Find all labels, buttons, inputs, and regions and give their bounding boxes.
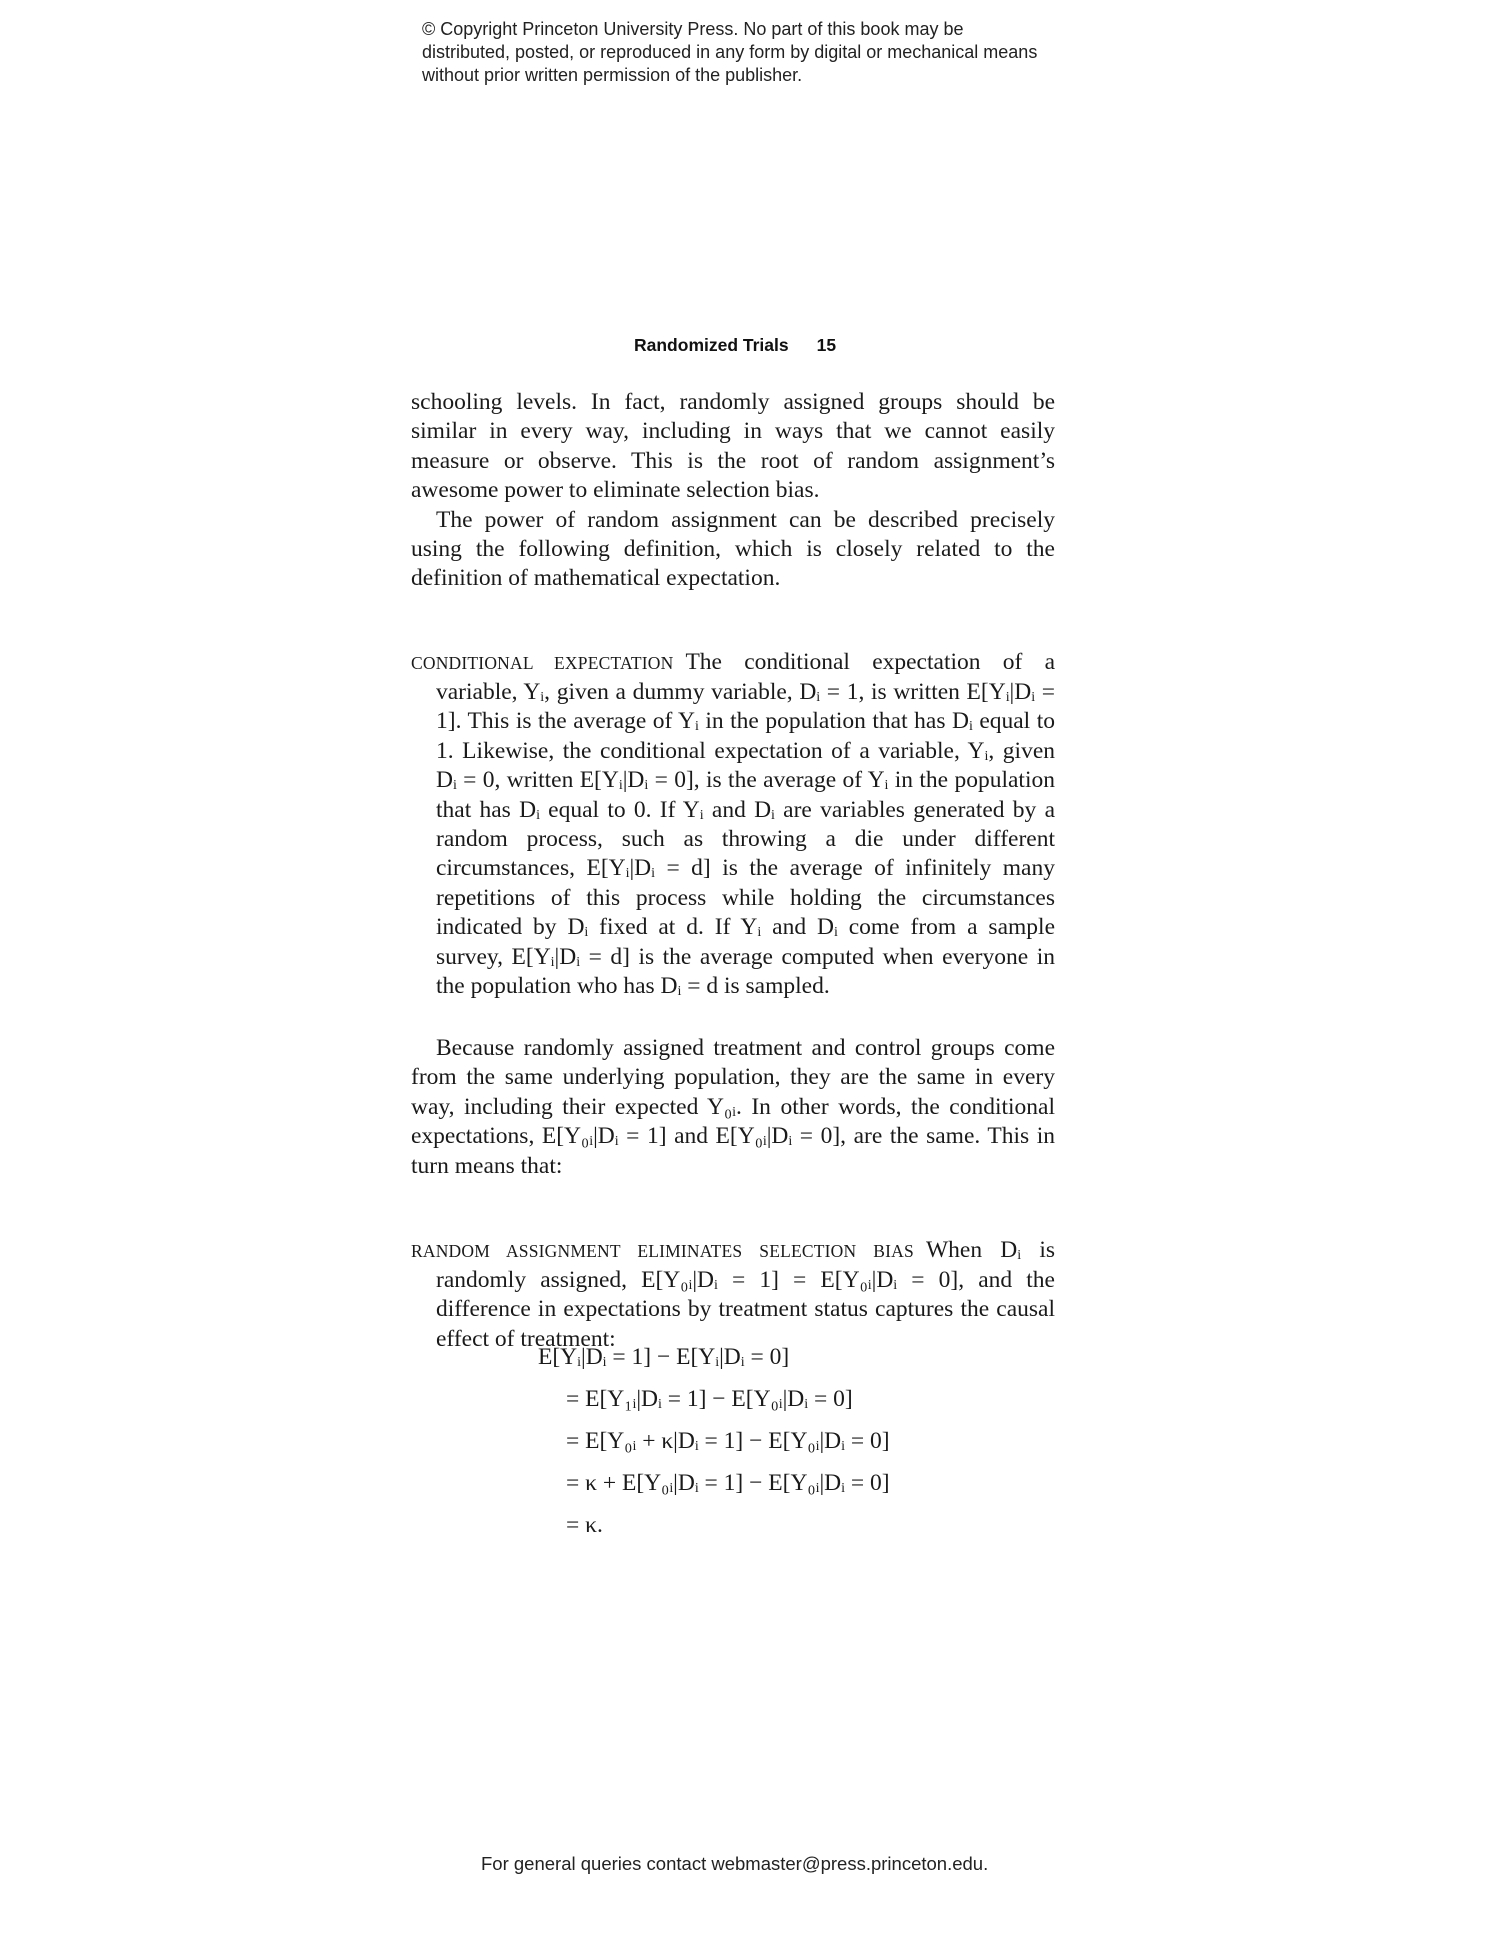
equation-line: E[Yᵢ|Dᵢ = 1] − E[Yᵢ|Dᵢ = 0] — [538, 1344, 790, 1370]
definition-text: When Dᵢ is randomly assigned, E[Y₀ᵢ|Dᵢ = 1] = E[Y₀ᵢ|Dᵢ = 0], and the difference in expectations by treatment status captures the causal effect of treatment: — [436, 1236, 1055, 1352]
paragraph-text: schooling levels. In fact, randomly assigned groups should be similar in every way, including in ways that we cannot easily measure or observe. This is the root of random assignment’s awesome power to eliminate selection bias. — [411, 389, 1055, 504]
definition-conditional-expectation — [411, 624, 1055, 1025]
paragraph-text: The power of random assignment can be described precisely using the following definition, which is closely related to the definition of mathematical expectation. — [411, 506, 1055, 592]
equation-line: = κ + E[Y₀ᵢ|Dᵢ = 1] − E[Y₀ᵢ|Dᵢ = 0] — [566, 1470, 890, 1496]
chapter-title: Randomized Trials — [634, 335, 789, 355]
definition-heading: CONDITIONAL EXPECTATION — [411, 652, 674, 673]
equation-line: = κ. — [566, 1512, 603, 1538]
equation-line: = E[Y₀ᵢ + κ|Dᵢ = 1] − E[Y₀ᵢ|Dᵢ = 0] — [566, 1428, 890, 1454]
paragraph-text: Because randomly assigned treatment and control groups come from the same underlying population, they are the same in every way, including their expected Y₀ᵢ. In other words, the conditional expectations, E[Y₀ᵢ|Dᵢ = 1] and E[Y₀ᵢ|Dᵢ = 0], are the same. This in turn means that: — [411, 1035, 1055, 1179]
page-number: 15 — [816, 335, 837, 355]
copyright-notice: © Copyright Princeton University Press. No part of this book may be distributed, posted, or reproduced in any form by digital or mechanical means without prior written permission of the publisher. — [422, 19, 1038, 85]
definition-heading: RANDOM ASSIGNMENT ELIMINATES SELECTION BIAS — [411, 1240, 914, 1261]
footer-contact: For general queries contact webmaster@press.princeton.edu. — [481, 1853, 989, 1874]
body-paragraph-3 — [411, 1034, 1055, 1181]
body-paragraph-1 — [411, 388, 1055, 594]
running-head — [634, 335, 836, 356]
definition-text: The conditional expectation of a variable, Yᵢ, given a dummy variable, Dᵢ = 1, is written E[Yᵢ|Dᵢ = 1]. This is the average of Yᵢ in the population that has Dᵢ equal to 1. Likewise, the conditional expectation of a variable, Yᵢ, given Dᵢ = 0, written E[Yᵢ|Dᵢ = 0], is the average of Yᵢ in the population that has Dᵢ equal to 0. If Yᵢ and Dᵢ are variables generated by a random process, such as throwing a die under different circumstances, E[Yᵢ|Dᵢ = d] is the average of infinitely many repetitions of this process while holding the circumstances indicated by Dᵢ fixed at d. If Yᵢ and Dᵢ come from a sample survey, E[Yᵢ|Dᵢ = d] is the average computed when everyone in the population who has Dᵢ = d is sampled. — [436, 648, 1056, 999]
equation-line: = E[Y₁ᵢ|Dᵢ = 1] − E[Y₀ᵢ|Dᵢ = 0] — [566, 1386, 853, 1412]
